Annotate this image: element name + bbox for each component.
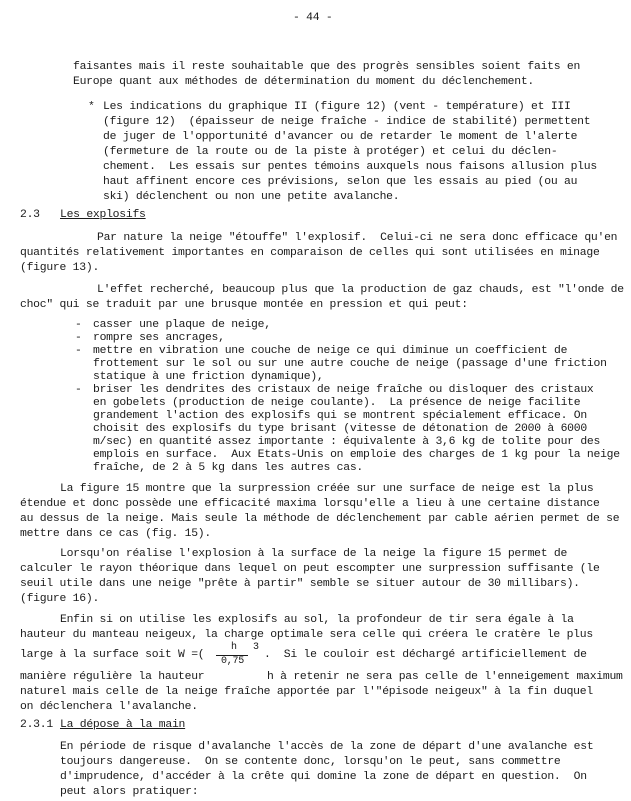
list-dash: - [75,319,82,331]
list-item-line: casser une plaque de neige, [93,319,271,331]
paragraph-line: manière régulière la hauteur [20,671,205,683]
paragraph-line: (figure 13). [20,262,100,274]
paragraph-line: naturel mais celle de la neige fraîche apportée par l'"épisode neigeux" à la fin duquel [20,686,593,698]
paragraph-line: . Si le couloir est déchargé artificiellement de [264,649,587,661]
list-dash: - [75,332,82,344]
paragraph-line: peut alors pratiquer: [60,786,199,798]
list-item-line: fraîche, de 2 à 5 kg dans les autres cas. [93,462,364,474]
section-number: 2.3.1 [20,719,53,731]
list-item-line: rompre ses ancrages, [93,332,225,344]
paragraph-line: faisantes mais il reste souhaitable que des progrès sensibles soient faits en [73,61,581,73]
list-item-line: choisit des explosifs du type brisant (vitesse de détonation de 2000 à 6000 [93,423,587,435]
section-number: 2.3 [20,209,40,221]
list-item-line: mettre en vibration une couche de neige ce qui diminue un coefficient de [93,345,568,357]
paragraph-line: on déclenchera l'avalanche. [20,701,198,713]
formula-exponent: 3 [253,642,259,653]
list-item-line: en gobelets (production de neige coulante). La présence de neige facilite [93,397,581,409]
paragraph-line: seuil utile dans une neige "prête à partir" semble se situer autour de 30 millibars). [20,578,580,590]
paragraph-line: au dessus de la neige. Mais seule la méthode de déclenchement par cable aérien permet de se [20,513,620,525]
list-item-line: emplois en surface. Aux Etats-Unis on emploie des charges de 1 kg pour la neige [93,449,620,461]
paragraph-line: quantités relativement importantes en comparaison de celles qui sont utilisées en minage [20,247,600,259]
note-line: (figure 12) (épaisseur de neige fraîche - indice de stabilité) permettent [103,116,591,128]
paragraph-line: hauteur du manteau neigeux, la charge optimale sera celle qui créera le cratère le plus [20,629,593,641]
note-line: (fermeture de la route ou de la piste à protéger) et celui du déclen- [103,146,558,158]
note-line: ski) déclenchent ou non une petite avalanche. [103,191,400,203]
paragraph-line: La figure 15 montre que la surpression créée sur une surface de neige est la plus [60,483,594,495]
paragraph-line: choc" qui se traduit par une brusque montée en pression et qui peut: [20,299,468,311]
paragraph-line: L'effet recherché, beaucoup plus que la production de gaz chauds, est "l'onde de [97,284,624,296]
list-item-line: briser les dendrites des cristaux de neige fraîche ou disloquer des cristaux [93,384,594,396]
note-line: Les indications du graphique II (figure 12) (vent - température) et III [103,101,571,113]
section-title: Les explosifs [60,209,146,221]
paragraph-line: Europe quant aux méthodes de détermination du moment du déclenchement. [73,76,534,88]
paragraph-line: Lorsqu'on réalise l'explosion à la surface de la neige la figure 15 permet de [60,548,568,560]
note-line: chement. Les essais sur pentes témoins auxquels nous faisons allusion plus [103,161,597,173]
paragraph-line: d'imprudence, d'accéder à la crête qui domine la zone de départ en question. On [60,771,587,783]
paragraph-line: étendue et donc possède une efficacité maxima lorsqu'elle a lieu à une certaine distance [20,498,600,510]
list-item-line: grandement l'action des explosifs qui se montrent spécialement efficace. On [93,410,587,422]
list-item-line: statique à une friction dynamique), [93,371,324,383]
formula-numerator: h [231,642,237,653]
paragraph-line: toujours dangereuse. On se contente donc, lorsqu'on le peut, sans commettre [60,756,561,768]
list-item-line: frottement sur le sol ou sur une autre couche de neige (passage d'une friction [93,358,607,370]
list-dash: - [75,384,82,396]
section-title: La dépose à la main [60,719,186,731]
list-dash: - [75,345,82,357]
paragraph-line: Enfin si on utilise les explosifs au sol, la profondeur de tir sera égale à la [60,614,574,626]
formula-denominator: 0,75 [221,656,245,667]
paragraph-line: En période de risque d'avalanche l'accès de la zone de départ d'une avalanche est [60,741,594,753]
paragraph-line: large à la surface soit W =( [20,649,205,661]
paragraph-line: h à retenir ne sera pas celle de l'enneigement maximum [267,671,623,683]
page-number: - 44 - [293,12,333,24]
formula-fraction-bar [216,655,248,656]
paragraph-line: Par nature la neige "étouffe" l'explosif. Celui-ci ne sera donc efficace qu'en [97,232,618,244]
note-line: haut affinent encore ces prévisions, selon que les essais au pied (ou au [103,176,578,188]
paragraph-line: (figure 16). [20,593,100,605]
note-line: de juger de l'opportunité d'avancer ou de retarder le moment de l'alerte [103,131,578,143]
paragraph-line: calculer le rayon théorique dans lequel on peut escompter une surpression suffisante (le [20,563,600,575]
list-item-line: m/sec) en quantité assez importante : équivalente à 3,6 kg de tolite pour des [93,436,601,448]
note-marker: * [88,101,95,113]
paragraph-line: mettre dans ce cas (fig. 15). [20,528,211,540]
